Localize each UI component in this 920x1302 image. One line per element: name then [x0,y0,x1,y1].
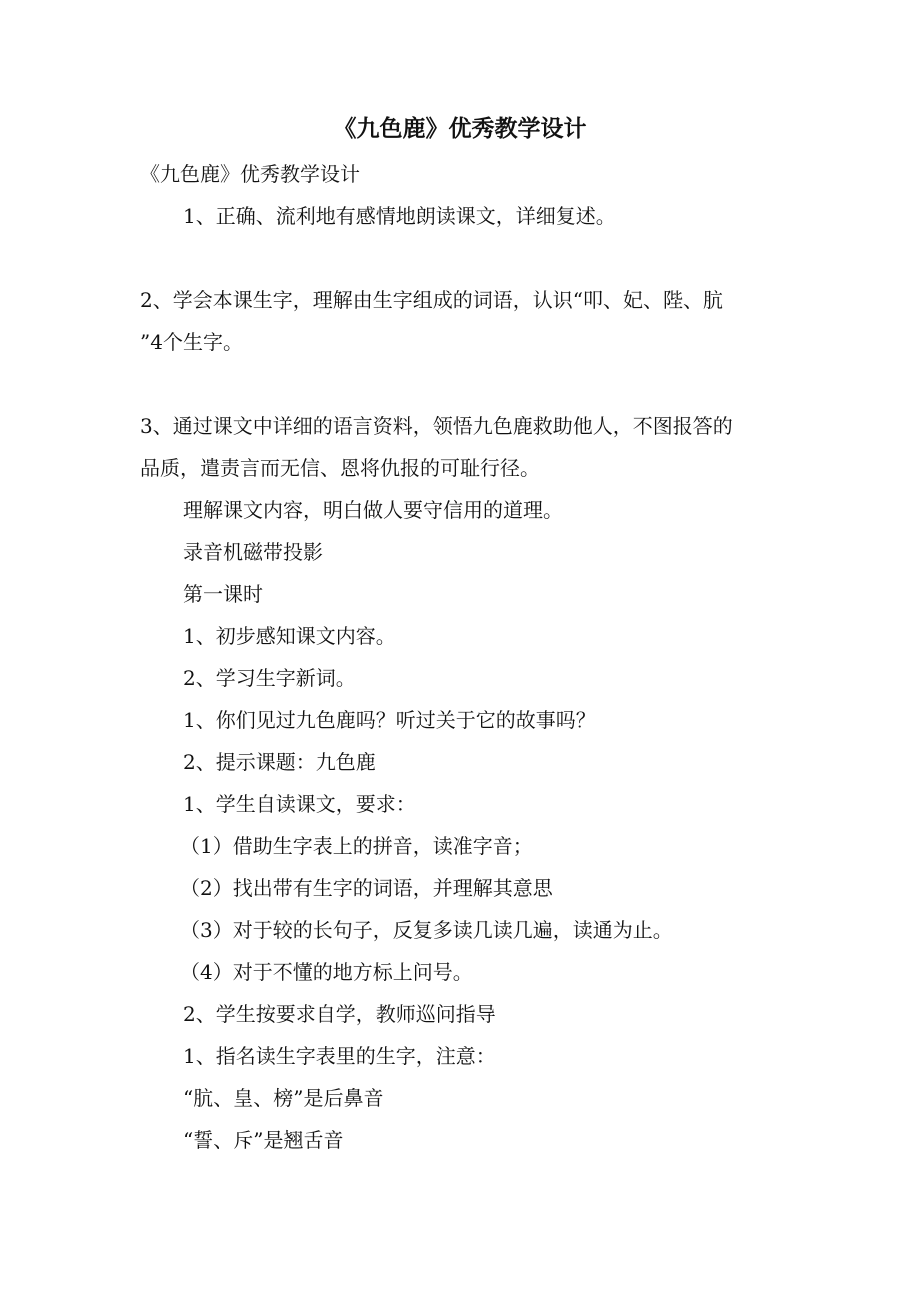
text-line: 2、学习生字新词。 [183,666,356,690]
text-line: ”4个生字。 [140,330,243,354]
text-line: （2）找出带有生字的词语，并理解其意思 [180,876,553,900]
text-line: （1）借助生字表上的拼音，读准字音； [180,834,533,858]
text-line: 1、正确、流利地有感情地朗读课文，详细复述。 [183,204,616,228]
text-line: 理解课文内容，明白做人要守信用的道理。 [183,498,563,522]
document-subtitle: 《九色鹿》优秀教学设计 [140,162,360,186]
text-line: 2、学生按要求自学，教师巡问指导 [183,1002,496,1026]
text-line: “誓、斥”是翘舌音 [183,1128,344,1152]
text-line: 1、你们见过九色鹿吗？听过关于它的故事吗？ [183,708,596,732]
text-line: 品质，遣责言而无信、恩将仇报的可耻行径。 [140,456,540,480]
text-line: 1、初步感知课文内容。 [183,624,396,648]
text-line: 2、提示课题：九色鹿 [183,750,376,774]
text-line: 2、学会本课生字，理解由生字组成的词语，认识“叩、妃、陛、肮 [140,288,723,312]
text-line: 1、学生自读课文，要求： [183,792,416,816]
text-line: “肮、皇、榜”是后鼻音 [183,1086,384,1110]
text-line: （4）对于不懂的地方标上问号。 [180,960,473,984]
text-line: 第一课时 [183,582,263,606]
text-line: 1、指名读生字表里的生字，注意： [183,1044,496,1068]
document-title: 《九色鹿》优秀教学设计 [333,115,587,142]
text-line: （3）对于较的长句子，反复多读几读几遍，读通为止。 [180,918,673,942]
text-line: 3、通过课文中详细的语言资料，领悟九色鹿救助他人，不图报答的 [140,414,733,438]
text-line: 录音机磁带投影 [183,540,323,564]
